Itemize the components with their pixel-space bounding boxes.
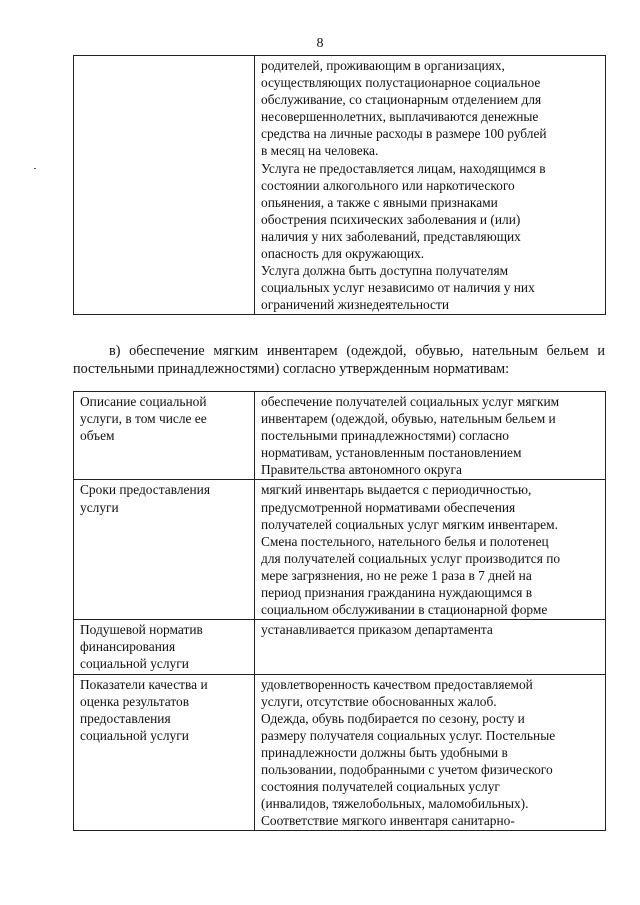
row-label-cell bbox=[74, 392, 255, 480]
paragraph-line-1: в) обеспечение мягким инвентарем (одеждой, обувью, нательным бельем и bbox=[109, 343, 605, 359]
cell-line: постельными принадлежностями) согласно bbox=[261, 428, 510, 444]
cell-line: размеру получателя социальных услуг. Постельные bbox=[261, 727, 556, 743]
row-value-cell bbox=[255, 56, 606, 315]
row-label-cell bbox=[74, 620, 255, 674]
cell-line: опасность для окружающих. bbox=[261, 246, 425, 262]
cell-line: Правительства автономного округа bbox=[261, 462, 462, 478]
row-value-cell bbox=[255, 620, 606, 674]
cell-line: предоставления bbox=[80, 710, 171, 726]
cell-line: в месяц на человека. bbox=[261, 143, 379, 159]
row-label-cell bbox=[74, 674, 255, 831]
row-value-cell bbox=[255, 480, 606, 620]
row-label-cell bbox=[74, 56, 255, 315]
page-number: 8 bbox=[316, 36, 324, 51]
row-label-cell bbox=[74, 480, 255, 620]
cell-line: услуги, отсутствие обоснованных жалоб. bbox=[261, 693, 497, 709]
cell-line: средства на личные расходы в размере 100 рублей bbox=[261, 126, 547, 142]
cell-line: Одежда, обувь подбирается по сезону, росту и bbox=[261, 710, 525, 726]
cell-line: инвентарем (одеждой, обувью, нательным бельем и bbox=[261, 411, 556, 427]
cell-line: Сроки предоставления bbox=[80, 482, 210, 498]
cell-line: финансирования bbox=[80, 639, 176, 655]
cell-line: Услуга не предоставляется лицам, находящимся в bbox=[261, 160, 546, 176]
cell-line: Подушевой норматив bbox=[80, 622, 203, 638]
cell-line: услуги bbox=[80, 499, 119, 515]
paragraph-line-2: постельными принадлежностями) согласно утвержденным нормативам: bbox=[73, 361, 510, 377]
cell-line: оценка результатов bbox=[80, 693, 190, 709]
row-value-cell bbox=[255, 674, 606, 831]
table-row bbox=[74, 392, 606, 480]
cell-line: социальных услуг независимо от наличия у них bbox=[261, 280, 535, 296]
table2-body bbox=[74, 392, 606, 831]
cell-line: состояния получателей социальных услуг bbox=[261, 779, 500, 795]
table-row bbox=[74, 56, 606, 315]
cell-line: объем bbox=[80, 428, 115, 444]
cell-line: получателей социальных услуг мягким инвентарем. bbox=[261, 516, 558, 532]
cell-line: период признания гражданина нуждающимся в bbox=[261, 585, 533, 601]
cell-line: социальной услуги bbox=[80, 656, 189, 672]
cell-line: (инвалидов, тяжелобольных, маломобильных). bbox=[261, 796, 529, 812]
cell-line: для получателей социальных услуг производится по bbox=[261, 550, 561, 566]
table-row bbox=[74, 674, 606, 831]
cell-line: обострения психических заболевания и (или) bbox=[261, 211, 521, 227]
table1-body bbox=[74, 56, 606, 315]
cell-line: опьянения, а также с явными признаками bbox=[261, 194, 498, 210]
cell-line: Соответствие мягкого инвентаря санитарно- bbox=[261, 813, 515, 829]
row-value-cell bbox=[255, 392, 606, 480]
cell-line: Смена постельного, нательного белья и полотенец bbox=[261, 533, 549, 549]
cell-line: Услуга должна быть доступна получателям bbox=[261, 263, 509, 279]
cell-line: ограничений жизнедеятельности bbox=[261, 297, 449, 313]
cell-line: мягкий инвентарь выдается с периодичностью, bbox=[261, 482, 532, 498]
cell-line: удовлетворенность качеством предоставляемой bbox=[261, 676, 533, 692]
table-row bbox=[74, 620, 606, 674]
cell-line: осуществляющих полустационарное социальное bbox=[261, 75, 541, 91]
cell-line: наличия у них заболеваний, представляющих bbox=[261, 228, 521, 244]
cell-line: принадлежности должны быть удобными в bbox=[261, 744, 508, 760]
cell-line: устанавливается приказом департамента bbox=[261, 622, 493, 638]
cell-line: социальном обслуживании в стационарной форме bbox=[261, 602, 548, 618]
cell-line: пользовании, подобранными с учетом физического bbox=[261, 761, 553, 777]
section-paragraph bbox=[73, 342, 605, 378]
cell-line: обеспечение получателей социальных услуг мягким bbox=[261, 394, 560, 409]
cell-line: услуги, в том числе ее bbox=[80, 411, 207, 427]
cell-line: родителей, проживающим в организациях, bbox=[261, 58, 505, 73]
cell-line: нормативам, установленным постановлением bbox=[261, 445, 522, 461]
cell-line: обслуживание, со стационарным отделением для bbox=[261, 92, 542, 108]
cell-line: Описание социальной bbox=[80, 394, 207, 409]
table-row bbox=[74, 480, 606, 620]
cell-line: состоянии алкогольного или наркотического bbox=[261, 177, 515, 193]
soft-inventory-table bbox=[73, 391, 606, 831]
cell-line: социальной услуги bbox=[80, 727, 189, 743]
cell-line: несовершеннолетних, выплачиваются денежные bbox=[261, 109, 539, 125]
margin-mark bbox=[34, 168, 36, 169]
cell-line: Показатели качества и bbox=[80, 676, 208, 692]
service-table-continuation bbox=[73, 55, 606, 315]
cell-line: предусмотренной нормативами обеспечения bbox=[261, 499, 516, 515]
cell-line: мере загрязнения, но не реже 1 раза в 7 дней на bbox=[261, 567, 532, 583]
